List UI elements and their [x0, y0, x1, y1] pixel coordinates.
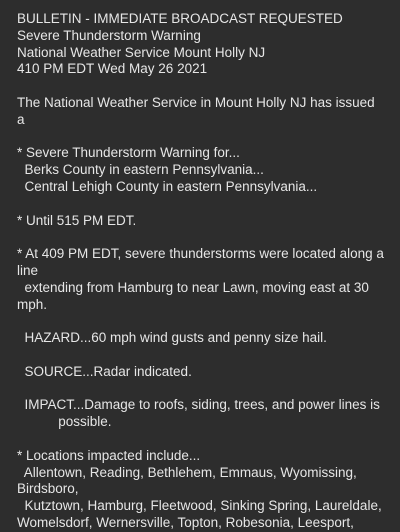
alert-timestamp-line: 410 PM EDT Wed May 26 2021	[17, 61, 208, 77]
alert-title-line: Severe Thunderstorm Warning	[17, 27, 201, 43]
text-line: Central Lehigh County in eastern Pennsylvania...	[17, 178, 318, 194]
text-line: Kutztown, Hamburg, Fleetwood, Sinking Spring, Laureldale,	[17, 498, 382, 514]
text-line: Allentown, Reading, Bethlehem, Emmaus, Wyomissing,	[17, 464, 357, 480]
text-line: mph.	[17, 296, 48, 312]
text-line: The National Weather Service in Mount Holly NJ has issued	[17, 94, 375, 110]
alert-impact	[17, 397, 393, 431]
paragraph-gap	[17, 431, 393, 448]
paragraph-gap	[17, 313, 393, 330]
text-line: * Until 515 PM EDT.	[17, 212, 137, 228]
paragraph-gap	[17, 229, 393, 246]
paragraph-gap	[17, 196, 393, 213]
alert-intro	[17, 95, 393, 129]
alert-hazard	[17, 330, 393, 347]
alert-issuer-line: National Weather Service Mount Holly NJ	[17, 44, 266, 60]
text-line: * Locations impacted include...	[17, 447, 201, 463]
alert-storm-location	[17, 246, 393, 313]
text-line: HAZARD...60 mph wind gusts and penny size hail.	[17, 330, 327, 346]
paragraph-gap	[17, 381, 393, 398]
text-line: Womelsdorf, Wernersville, Topton, Robesonia, Leesport,	[17, 514, 354, 530]
alert-warning-counties	[17, 145, 393, 195]
alert-locations	[17, 448, 393, 532]
text-line: extending from Hamburg to near Lawn, moving east at 30	[17, 279, 369, 295]
alert-source	[17, 364, 393, 381]
alert-bulletin-line: BULLETIN - IMMEDIATE BROADCAST REQUESTED	[17, 11, 343, 26]
text-line: SOURCE...Radar indicated.	[17, 363, 192, 379]
alert-message-body	[17, 11, 393, 532]
text-line: IMPACT...Damage to roofs, siding, trees, and power lines is	[17, 397, 380, 413]
text-line: Birdsboro,	[17, 481, 79, 497]
text-line: line	[17, 262, 39, 278]
text-line: possible.	[17, 414, 112, 430]
alert-header	[17, 11, 393, 78]
text-line: * Severe Thunderstorm Warning for...	[17, 145, 240, 161]
paragraph-gap	[17, 78, 393, 95]
text-line: a	[17, 111, 25, 127]
paragraph-gap	[17, 347, 393, 364]
text-line: Berks County in eastern Pennsylvania...	[17, 162, 264, 178]
text-line: * At 409 PM EDT, severe thunderstorms were located along a	[17, 246, 384, 262]
paragraph-gap	[17, 129, 393, 146]
alert-until	[17, 213, 393, 230]
